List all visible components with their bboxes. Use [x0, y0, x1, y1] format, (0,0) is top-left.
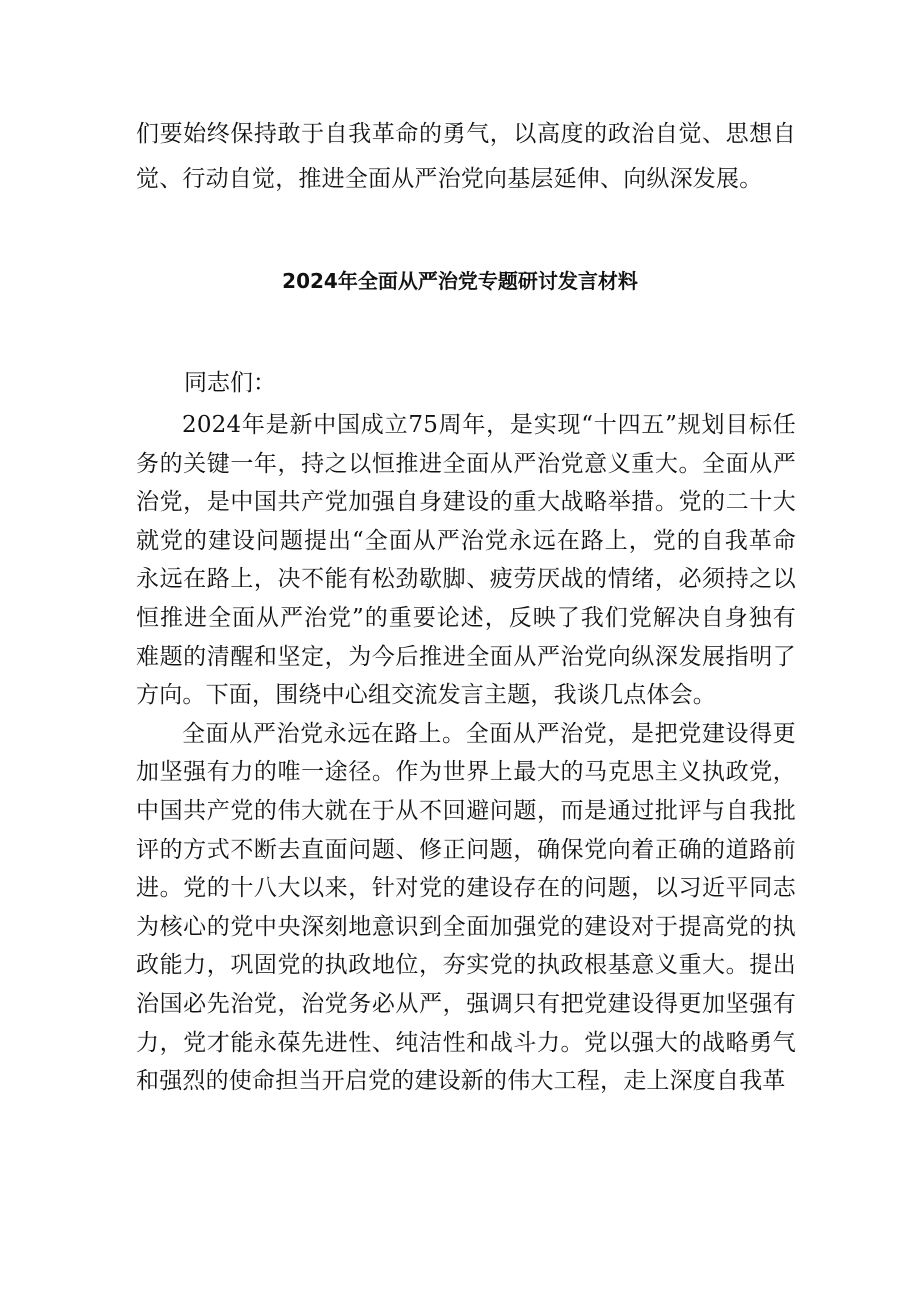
document-body [136, 406, 796, 1101]
document-title: 2024年全面从严治党专题研讨发言材料 [282, 269, 638, 293]
body-paragraph-2: 全面从严治党永远在路上。全面从严治党，是把党建设得更加坚强有力的唯一途径。作为世界上最大的马克思主义执政党，中国共产党的伟大就在于从不回避问题，而是通过批评与自我批评的方式不断去直面问题、修正问题，确保党向着正确的道路前进。党的十八大以来，针对党的建设存在的问题，以习近平同志为核心的党中央深刻地意识到全面加强党的建设对于提高党的执政能力，巩固党的执政地位，夯实党的执政根基意义重大。提出治国必先治党，治党务必从严，强调只有把党建设得更加坚强有力，党才能永葆先进性、纯洁性和战斗力。党以强大的战略勇气和强烈的使命担当开启党的建设新的伟大工程，走上深度自我革 [136, 720, 796, 1095]
salutation: 同志们： [184, 370, 276, 396]
previous-section-text [136, 112, 796, 202]
body-paragraph-1: 2024年是新中国成立75周年，是实现“十四五”规划目标任务的关键一年，持之以恒推进全面从严治党意义重大。全面从严治党，是中国共产党加强自身建设的重大战略举措。党的二十大就党的建设问题提出“全面从严治党永远在路上，党的自我革命永远在路上，决不能有松劲歇脚、疲劳厌战的情绪，必须持之以恒推进全面从严治党”的重要论述，反映了我们党解决自身独有难题的清醒和坚定，为今后推进全面从严治党向纵深发展指明了方向。下面，围绕中心组交流发言主题，我谈几点体会。 [136, 412, 796, 709]
previous-section-paragraph: 们要始终保持敢于自我革命的勇气，以高度的政治自觉、思想自觉、行动自觉，推进全面从严治党向基层延伸、向纵深发展。 [136, 121, 796, 192]
